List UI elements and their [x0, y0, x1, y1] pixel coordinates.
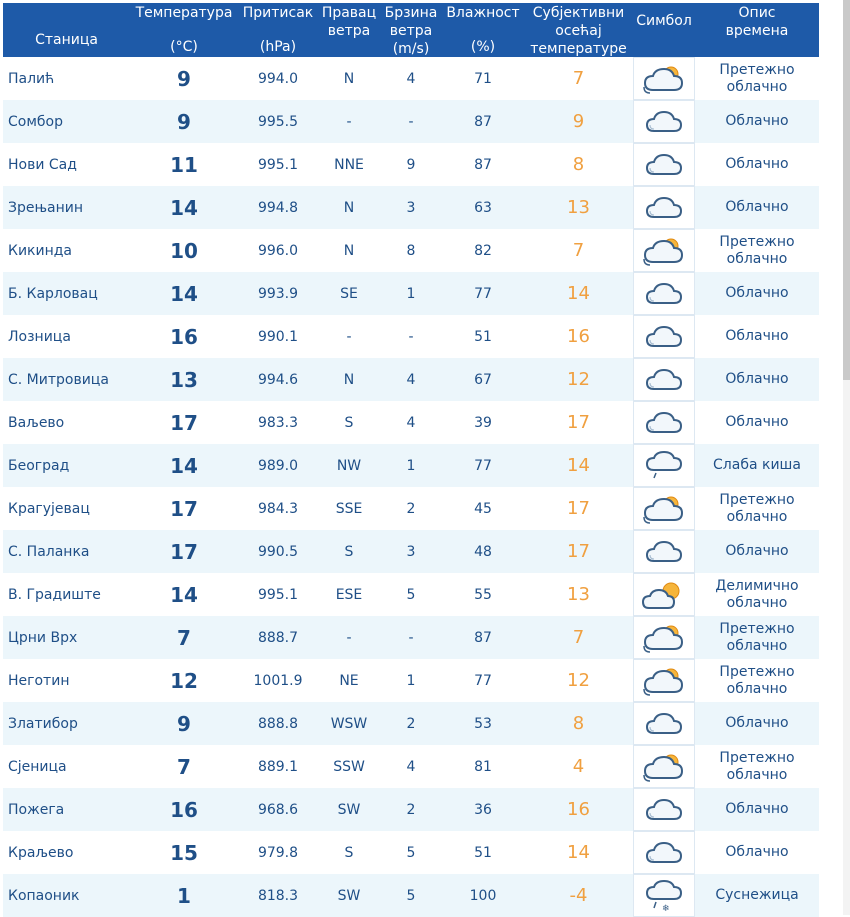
temperature-value: 11	[130, 143, 238, 186]
pressure-value: 1001.9	[238, 659, 318, 702]
symbol-cell	[633, 444, 695, 487]
feels-like-value: 4	[524, 745, 633, 788]
table-row	[3, 358, 819, 401]
symbol-cell	[633, 530, 695, 573]
feels-like-value: 12	[524, 358, 633, 401]
table-row	[3, 315, 819, 358]
feels-like-value: 14	[524, 444, 633, 487]
pressure-value: 979.8	[238, 831, 318, 874]
weather-table-container	[3, 3, 819, 917]
station-name: Копаоник	[3, 874, 130, 917]
wind-speed-value: 5	[380, 874, 442, 917]
wind-speed-value: -	[380, 315, 442, 358]
feels-like-value: 17	[524, 530, 633, 573]
symbol-cell	[633, 487, 695, 530]
symbol-cell	[633, 229, 695, 272]
table-row	[3, 745, 819, 788]
symbol-cell	[633, 745, 695, 788]
weather-description: Претежно облачно	[695, 745, 819, 788]
wind-direction-value: N	[318, 186, 380, 229]
wind-speed-value: 4	[380, 358, 442, 401]
pressure-value: 995.1	[238, 143, 318, 186]
feels-like-value: 12	[524, 659, 633, 702]
symbol-cell	[633, 616, 695, 659]
weather-description: Претежно облачно	[695, 487, 819, 530]
cloudy-icon	[633, 315, 695, 358]
symbol-cell	[633, 143, 695, 186]
pressure-value: 818.3	[238, 874, 318, 917]
wind-direction-value: ESE	[318, 573, 380, 616]
station-name: С. Митровица	[3, 358, 130, 401]
cloudy-icon	[633, 788, 695, 831]
pressure-value: 990.5	[238, 530, 318, 573]
cloudy-icon	[633, 143, 695, 186]
station-name: Нови Сад	[3, 143, 130, 186]
temperature-value: 17	[130, 487, 238, 530]
weather-description: Облачно	[695, 788, 819, 831]
pressure-value: 968.6	[238, 788, 318, 831]
weather-description: Облачно	[695, 831, 819, 874]
partly-cloudy-icon	[633, 745, 695, 788]
wind-direction-value: SW	[318, 788, 380, 831]
wind-speed-value: 4	[380, 57, 442, 100]
weather-description: Суснежица	[695, 874, 819, 917]
wind-direction-value: N	[318, 229, 380, 272]
wind-direction-value: SSW	[318, 745, 380, 788]
station-name: Крагујевац	[3, 487, 130, 530]
weather-description: Претежно облачно	[695, 57, 819, 100]
partly-cloudy-icon	[633, 487, 695, 530]
wind-direction-value: -	[318, 100, 380, 143]
weather-description: Облачно	[695, 100, 819, 143]
temperature-value: 13	[130, 358, 238, 401]
symbol-cell	[633, 874, 695, 917]
wind-speed-value: -	[380, 100, 442, 143]
temperature-value: 16	[130, 315, 238, 358]
humidity-value: 81	[442, 745, 524, 788]
header-feels-like: Субјективни осећај температуре	[524, 3, 633, 57]
cloudy-icon	[633, 702, 695, 745]
feels-like-value: 9	[524, 100, 633, 143]
cloudy-icon	[633, 100, 695, 143]
pressure-value: 889.1	[238, 745, 318, 788]
wind-direction-value: SSE	[318, 487, 380, 530]
temperature-value: 14	[130, 573, 238, 616]
temperature-value: 14	[130, 444, 238, 487]
pressure-value: 994.8	[238, 186, 318, 229]
pressure-value: 996.0	[238, 229, 318, 272]
wind-speed-value: 5	[380, 831, 442, 874]
header-symbol: Симбол	[633, 3, 695, 57]
wind-direction-value: NNE	[318, 143, 380, 186]
station-name: Златибор	[3, 702, 130, 745]
pressure-value: 994.0	[238, 57, 318, 100]
feels-like-value: 7	[524, 57, 633, 100]
table-row	[3, 272, 819, 315]
wind-speed-value: 9	[380, 143, 442, 186]
symbol-cell	[633, 315, 695, 358]
pressure-value: 984.3	[238, 487, 318, 530]
temperature-value: 16	[130, 788, 238, 831]
wind-speed-value: 4	[380, 401, 442, 444]
temperature-value: 17	[130, 401, 238, 444]
table-row	[3, 487, 819, 530]
symbol-cell	[633, 573, 695, 616]
wind-speed-value: 5	[380, 573, 442, 616]
temperature-value: 7	[130, 616, 238, 659]
table-row	[3, 186, 819, 229]
header-pressure: Притисак (hPa)	[238, 3, 318, 57]
humidity-value: 87	[442, 100, 524, 143]
weather-description: Претежно облачно	[695, 616, 819, 659]
station-name: В. Градиште	[3, 573, 130, 616]
header-temperature: Температура (°C)	[130, 3, 238, 57]
station-name: Зрењанин	[3, 186, 130, 229]
feels-like-value: 7	[524, 229, 633, 272]
wind-direction-value: NW	[318, 444, 380, 487]
weather-description: Делимично облачно	[695, 573, 819, 616]
table-row	[3, 530, 819, 573]
wind-speed-value: 2	[380, 788, 442, 831]
table-row	[3, 874, 819, 917]
temperature-value: 9	[130, 702, 238, 745]
table-header-row	[3, 3, 819, 57]
weather-description: Претежно облачно	[695, 229, 819, 272]
cloudy-icon	[633, 401, 695, 444]
weather-table	[3, 3, 819, 917]
feels-like-value: 8	[524, 143, 633, 186]
weather-description: Облачно	[695, 358, 819, 401]
pressure-value: 983.3	[238, 401, 318, 444]
header-description: Опис времена	[695, 3, 819, 57]
temperature-value: 12	[130, 659, 238, 702]
humidity-value: 87	[442, 143, 524, 186]
wind-direction-value: S	[318, 401, 380, 444]
symbol-cell	[633, 788, 695, 831]
weather-description: Слаба киша	[695, 444, 819, 487]
station-name: Црни Врх	[3, 616, 130, 659]
temperature-value: 17	[130, 530, 238, 573]
partly-cloudy-icon	[633, 57, 695, 100]
weather-description: Облачно	[695, 186, 819, 229]
sun-cloud-icon	[633, 573, 695, 616]
station-name: Б. Карловац	[3, 272, 130, 315]
pressure-value: 888.8	[238, 702, 318, 745]
temperature-value: 10	[130, 229, 238, 272]
station-name: Неготин	[3, 659, 130, 702]
station-name: Ваљево	[3, 401, 130, 444]
pressure-value: 989.0	[238, 444, 318, 487]
humidity-value: 51	[442, 315, 524, 358]
symbol-cell	[633, 186, 695, 229]
wind-speed-value: 1	[380, 659, 442, 702]
humidity-value: 82	[442, 229, 524, 272]
pressure-value: 888.7	[238, 616, 318, 659]
table-row	[3, 100, 819, 143]
feels-like-value: 16	[524, 315, 633, 358]
table-row	[3, 143, 819, 186]
wind-speed-value: -	[380, 616, 442, 659]
feels-like-value: 17	[524, 401, 633, 444]
pressure-value: 995.1	[238, 573, 318, 616]
feels-like-value: 17	[524, 487, 633, 530]
cloudy-icon	[633, 272, 695, 315]
symbol-cell	[633, 272, 695, 315]
pressure-value: 993.9	[238, 272, 318, 315]
cloudy-icon	[633, 186, 695, 229]
symbol-cell	[633, 57, 695, 100]
partly-cloudy-icon	[633, 616, 695, 659]
temperature-value: 9	[130, 100, 238, 143]
header-station: Станица	[3, 3, 130, 57]
humidity-value: 36	[442, 788, 524, 831]
wind-direction-value: N	[318, 57, 380, 100]
scrollbar-thumb[interactable]	[843, 0, 850, 380]
symbol-cell	[633, 831, 695, 874]
humidity-value: 87	[442, 616, 524, 659]
station-name: Палић	[3, 57, 130, 100]
cloudy-icon	[633, 358, 695, 401]
feels-like-value: 13	[524, 573, 633, 616]
station-name: Сјеница	[3, 745, 130, 788]
temperature-value: 1	[130, 874, 238, 917]
station-name: Краљево	[3, 831, 130, 874]
svg-text:❄: ❄	[662, 903, 670, 913]
weather-description: Претежно облачно	[695, 659, 819, 702]
wind-direction-value: SE	[318, 272, 380, 315]
feels-like-value: 13	[524, 186, 633, 229]
table-row	[3, 788, 819, 831]
weather-description: Облачно	[695, 272, 819, 315]
humidity-value: 100	[442, 874, 524, 917]
wind-direction-value: S	[318, 831, 380, 874]
wind-speed-value: 4	[380, 745, 442, 788]
wind-direction-value: -	[318, 616, 380, 659]
wind-speed-value: 2	[380, 702, 442, 745]
feels-like-value: 14	[524, 272, 633, 315]
table-row	[3, 57, 819, 100]
symbol-cell	[633, 358, 695, 401]
station-name: Београд	[3, 444, 130, 487]
symbol-cell	[633, 100, 695, 143]
wind-direction-value: N	[318, 358, 380, 401]
wind-speed-value: 3	[380, 186, 442, 229]
wind-speed-value: 1	[380, 272, 442, 315]
wind-direction-value: S	[318, 530, 380, 573]
wind-direction-value: NE	[318, 659, 380, 702]
humidity-value: 77	[442, 659, 524, 702]
feels-like-value: 7	[524, 616, 633, 659]
weather-description: Облачно	[695, 143, 819, 186]
humidity-value: 55	[442, 573, 524, 616]
temperature-value: 9	[130, 57, 238, 100]
station-name: Сомбор	[3, 100, 130, 143]
humidity-value: 77	[442, 444, 524, 487]
table-row	[3, 616, 819, 659]
weather-description: Облачно	[695, 530, 819, 573]
wind-speed-value: 1	[380, 444, 442, 487]
symbol-cell	[633, 401, 695, 444]
wind-speed-value: 3	[380, 530, 442, 573]
table-row	[3, 831, 819, 874]
pressure-value: 995.5	[238, 100, 318, 143]
wind-direction-value: SW	[318, 874, 380, 917]
feels-like-value: 14	[524, 831, 633, 874]
humidity-value: 63	[442, 186, 524, 229]
temperature-value: 15	[130, 831, 238, 874]
table-row	[3, 702, 819, 745]
humidity-value: 39	[442, 401, 524, 444]
station-name: С. Паланка	[3, 530, 130, 573]
partly-cloudy-icon	[633, 229, 695, 272]
humidity-value: 45	[442, 487, 524, 530]
pressure-value: 990.1	[238, 315, 318, 358]
station-name: Лозница	[3, 315, 130, 358]
wind-speed-value: 8	[380, 229, 442, 272]
feels-like-value: 16	[524, 788, 633, 831]
wind-speed-value: 2	[380, 487, 442, 530]
humidity-value: 53	[442, 702, 524, 745]
feels-like-value: 8	[524, 702, 633, 745]
cloudy-icon	[633, 831, 695, 874]
table-row	[3, 229, 819, 272]
table-row	[3, 444, 819, 487]
weather-description: Облачно	[695, 401, 819, 444]
pressure-value: 994.6	[238, 358, 318, 401]
feels-like-value: -4	[524, 874, 633, 917]
table-row	[3, 573, 819, 616]
wind-direction-value: -	[318, 315, 380, 358]
station-name: Кикинда	[3, 229, 130, 272]
scrollbar[interactable]	[843, 0, 850, 915]
table-row	[3, 659, 819, 702]
wind-direction-value: WSW	[318, 702, 380, 745]
symbol-cell	[633, 659, 695, 702]
header-humidity: Влажност (%)	[442, 3, 524, 57]
partly-cloudy-icon	[633, 659, 695, 702]
humidity-value: 48	[442, 530, 524, 573]
station-name: Пожега	[3, 788, 130, 831]
table-row	[3, 401, 819, 444]
sleet-icon	[633, 874, 695, 917]
header-wind-direction: Правац ветра	[318, 3, 380, 57]
humidity-value: 51	[442, 831, 524, 874]
weather-description: Облачно	[695, 315, 819, 358]
light-rain-icon	[633, 444, 695, 487]
humidity-value: 77	[442, 272, 524, 315]
symbol-cell	[633, 702, 695, 745]
cloudy-icon	[633, 530, 695, 573]
humidity-value: 71	[442, 57, 524, 100]
temperature-value: 14	[130, 186, 238, 229]
header-wind-speed: Брзина ветра (m/s)	[380, 3, 442, 57]
temperature-value: 7	[130, 745, 238, 788]
weather-description: Облачно	[695, 702, 819, 745]
humidity-value: 67	[442, 358, 524, 401]
temperature-value: 14	[130, 272, 238, 315]
